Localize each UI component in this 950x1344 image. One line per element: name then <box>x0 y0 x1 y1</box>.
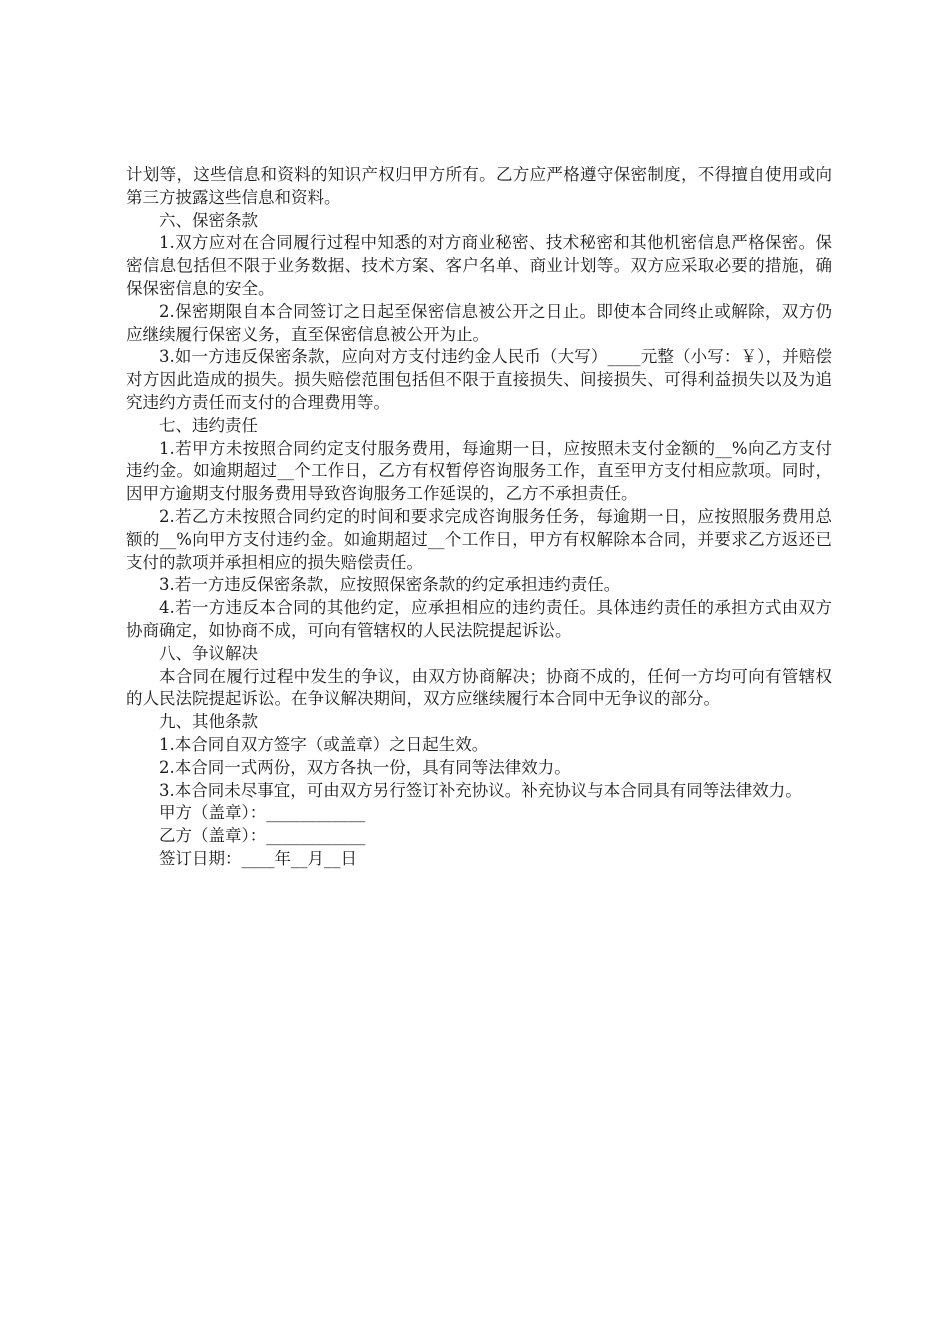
section-heading-confidentiality: 六、保密条款 <box>159 210 258 230</box>
clause-confidentiality-2: 2.保密期限自本合同签订之日起至保密信息被公开之日止。即使本合同终止或解除，双方仍应继续履行保密义务，直至保密信息被公开为止。 <box>126 301 832 344</box>
clause-other-3: 3.本合同未尽事宜，可由双方另行签订补充协议。补充协议与本合同具有同等法律效力。 <box>159 780 802 800</box>
clause-confidentiality-1: 1.双方应对在合同履行过程中知悉的对方商业秘密、技术秘密和其他机密信息严格保密。保密信息包括但不限于业务数据、技术方案、客户名单、商业计划等。双方应采取必要的措施，确保保密信息的安全。 <box>126 233 832 298</box>
clause-liability-3: 3.若一方违反保密条款，应按照保密条款的约定承担违约责任。 <box>159 575 621 595</box>
clause-liability-4: 4.若一方违反本合同的其他约定，应承担相应的违约责任。具体违约责任的承担方式由双方协商确定，如协商不成，可向有管辖权的人民法院提起诉讼。 <box>126 598 832 640</box>
clause-liability-1: 1.若甲方未按照合同约定支付服务费用，每逾期一日，应按照未支付金额的__%向乙方支付违约金。如逾期超过__个工作日，乙方有权暂停咨询服务工作，直至甲方支付相应款项。同时，因甲方逾期支付服务费用导致咨询服务工作延误的，乙方不承担责任。 <box>126 438 832 504</box>
clause-liability-2: 2.若乙方未按照合同约定的时间和要求完成咨询服务任务，每逾期一日，应按照服务费用总额的__%向甲方支付违约金。如逾期超过__个工作日，甲方有权解除本合同，并要求乙方返还已支付的款项并承担相应的损失赔偿责任。 <box>126 506 832 572</box>
document-body <box>126 164 832 871</box>
section-heading-other: 九、其他条款 <box>159 712 258 732</box>
clause-confidentiality-3: 3.如一方违反保密条款，应向对方支付违约金人民币（大写）____元整（小写：￥），并赔偿对方因此造成的损失。损失赔偿范围包括但不限于直接损失、间接损失、可得利益损失以及为追究违约方责任而支付的合理费用等。 <box>126 347 832 412</box>
clause-other-1: 1.本合同自双方签字（或盖章）之日起生效。 <box>159 734 489 754</box>
section-heading-dispute: 八、争议解决 <box>159 643 258 663</box>
signing-date: 签订日期：____年__月__日 <box>159 848 357 868</box>
clause-dispute: 本合同在履行过程中发生的争议，由双方协商解决；协商不成的，任何一方均可向有管辖权的人民法院提起诉讼。在争议解决期间，双方应继续履行本合同中无争议的部分。 <box>126 666 832 709</box>
section-heading-liability: 七、违约责任 <box>159 415 258 435</box>
signature-party-b: 乙方（盖章）：____________ <box>159 826 366 846</box>
clause-other-2: 2.本合同一式两份，双方各执一份，具有同等法律效力。 <box>159 757 571 777</box>
signature-party-a: 甲方（盖章）：____________ <box>159 803 366 823</box>
paragraph-continuation: 计划等，这些信息和资料的知识产权归甲方所有。乙方应严格遵守保密制度，不得擅自使用或向第三方披露这些信息和资料。 <box>126 165 832 207</box>
